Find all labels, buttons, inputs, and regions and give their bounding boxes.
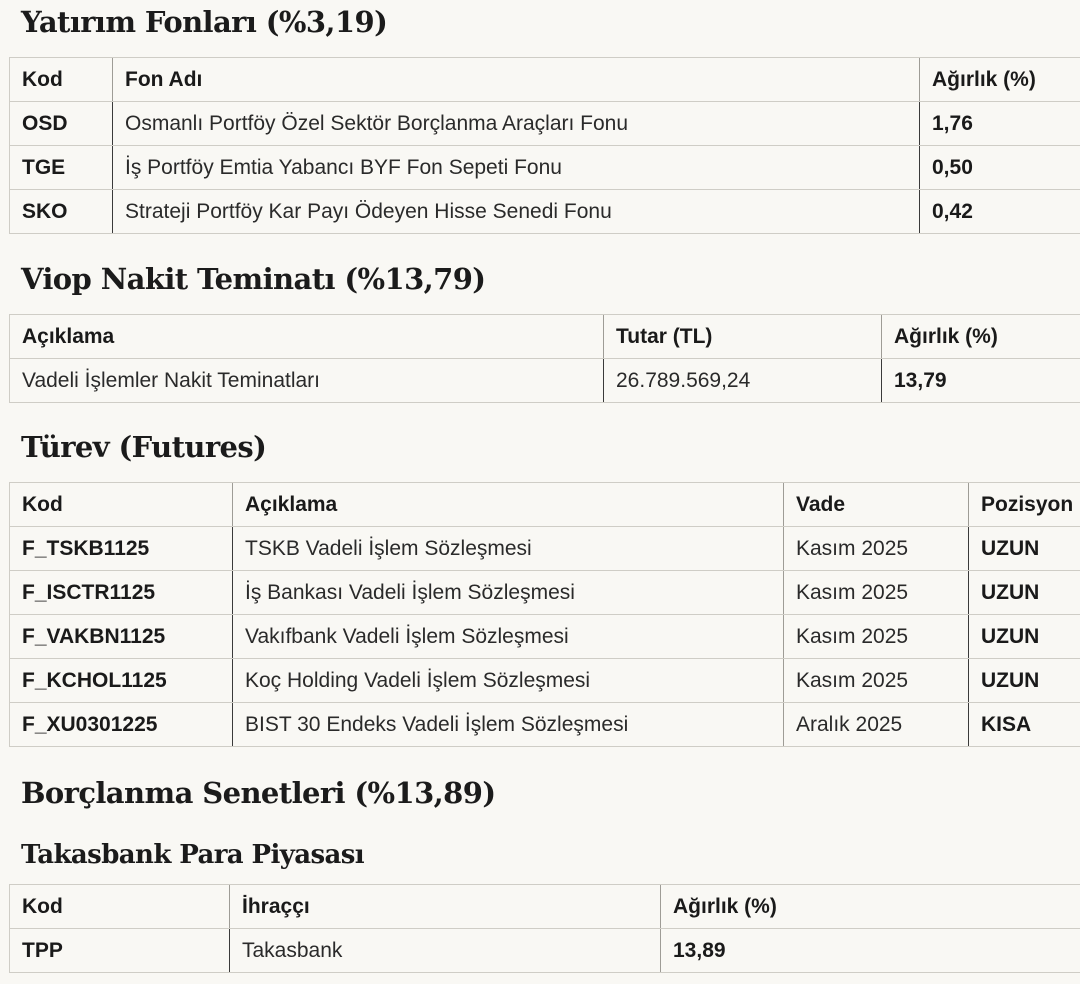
cell-fon-adi: Strateji Portföy Kar Payı Ödeyen Hisse Senedi Fonu [113, 190, 920, 234]
table-row [10, 359, 1080, 403]
section-title-viop: Viop Nakit Teminatı (%13,79) [21, 262, 486, 296]
cell-tutar: 26.789.569,24 [604, 359, 882, 403]
table-header-row [10, 885, 1080, 929]
table-header-row [10, 58, 1080, 102]
col-header-ihracci: İhraççı [230, 885, 661, 929]
cell-fon-adi: İş Portföy Emtia Yabancı BYF Fon Sepeti Fonu [113, 146, 920, 190]
table-row [10, 659, 1080, 703]
cell-vade: Kasım 2025 [784, 571, 969, 615]
cell-aciklama: Vakıfbank Vadeli İşlem Sözleşmesi [233, 615, 784, 659]
cell-agirlik: 0,42 [920, 190, 1080, 234]
table-row [10, 190, 1080, 234]
cell-kod: SKO [10, 190, 113, 234]
col-header-pozisyon: Pozisyon [969, 483, 1080, 527]
table-row [10, 146, 1080, 190]
cell-kod: F_VAKBN1125 [10, 615, 233, 659]
col-header-kod: Kod [10, 483, 233, 527]
cell-ihracci: Takasbank [230, 929, 661, 973]
cell-aciklama: İş Bankası Vadeli İşlem Sözleşmesi [233, 571, 784, 615]
takasbank-table [9, 884, 1080, 973]
cell-agirlik: 13,89 [661, 929, 1080, 973]
cell-pozisyon: UZUN [969, 659, 1080, 703]
cell-kod: F_TSKB1125 [10, 527, 233, 571]
cell-aciklama: Vadeli İşlemler Nakit Teminatları [10, 359, 604, 403]
cell-kod: TGE [10, 146, 113, 190]
table-row [10, 615, 1080, 659]
col-header-agirlik: Ağırlık (%) [661, 885, 1080, 929]
table-header-row [10, 315, 1080, 359]
cell-agirlik: 1,76 [920, 102, 1080, 146]
col-header-aciklama: Açıklama [233, 483, 784, 527]
table-row [10, 929, 1080, 973]
section-title-bonds: Borçlanma Senetleri (%13,89) [21, 776, 496, 810]
cell-vade: Kasım 2025 [784, 527, 969, 571]
cell-pozisyon: UZUN [969, 571, 1080, 615]
section-title-funds: Yatırım Fonları (%3,19) [21, 5, 388, 39]
table-header-row [10, 483, 1080, 527]
cell-vade: Aralık 2025 [784, 703, 969, 747]
col-header-kod: Kod [10, 885, 230, 929]
col-header-aciklama: Açıklama [10, 315, 604, 359]
cell-pozisyon: KISA [969, 703, 1080, 747]
table-row [10, 527, 1080, 571]
cell-pozisyon: UZUN [969, 615, 1080, 659]
cell-kod: TPP [10, 929, 230, 973]
cell-kod: OSD [10, 102, 113, 146]
section-title-takasbank: Takasbank Para Piyasası [21, 840, 365, 870]
table-row [10, 703, 1080, 747]
col-header-vade: Vade [784, 483, 969, 527]
col-header-agirlik: Ağırlık (%) [920, 58, 1080, 102]
table-row [10, 571, 1080, 615]
funds-table [9, 57, 1080, 234]
cell-vade: Kasım 2025 [784, 659, 969, 703]
col-header-tutar: Tutar (TL) [604, 315, 882, 359]
cell-aciklama: Koç Holding Vadeli İşlem Sözleşmesi [233, 659, 784, 703]
cell-vade: Kasım 2025 [784, 615, 969, 659]
section-title-futures: Türev (Futures) [21, 430, 267, 464]
cell-agirlik: 0,50 [920, 146, 1080, 190]
cell-aciklama: TSKB Vadeli İşlem Sözleşmesi [233, 527, 784, 571]
futures-table [9, 482, 1080, 747]
col-header-agirlik: Ağırlık (%) [882, 315, 1080, 359]
cell-agirlik: 13,79 [882, 359, 1080, 403]
table-row [10, 102, 1080, 146]
cell-fon-adi: Osmanlı Portföy Özel Sektör Borçlanma Araçları Fonu [113, 102, 920, 146]
cell-kod: F_ISCTR1125 [10, 571, 233, 615]
col-header-kod: Kod [10, 58, 113, 102]
cell-aciklama: BIST 30 Endeks Vadeli İşlem Sözleşmesi [233, 703, 784, 747]
col-header-fon-adi: Fon Adı [113, 58, 920, 102]
cell-pozisyon: UZUN [969, 527, 1080, 571]
viop-table [9, 314, 1080, 403]
cell-kod: F_KCHOL1125 [10, 659, 233, 703]
cell-kod: F_XU0301225 [10, 703, 233, 747]
